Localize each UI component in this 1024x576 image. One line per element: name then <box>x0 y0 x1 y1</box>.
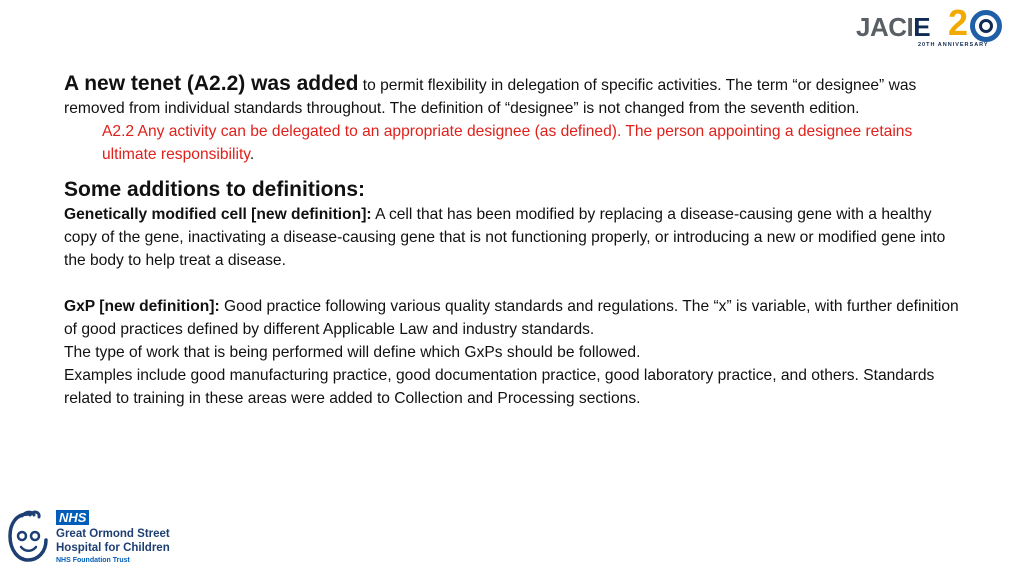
gxp-definition <box>64 295 964 341</box>
tenet-heading: A new tenet (A2.2) was added <box>64 72 359 95</box>
definitions-heading: Some additions to definitions: <box>64 178 365 201</box>
nhs-badge: NHS <box>56 510 89 525</box>
gm-text: A cell that has been modified by replacing a disease-causing gene with a healthy copy of the gene, inactivating a disease-causing gene that is not functioning properly, or introducing a new or modified gene into the body to help treat a disease. <box>64 206 946 269</box>
tenet-quote-end: . <box>249 146 255 163</box>
tenet-paragraph <box>64 72 964 120</box>
gxp-term: GxP [new definition]: <box>64 298 220 315</box>
gxp-text: Good practice following various quality standards and regulations. The “x” is variable, with further definition of good practices defined by different Applicable Law and industry standards. <box>64 298 959 338</box>
jacie-number-2: 2 <box>948 2 966 43</box>
gm-term: Genetically modified cell [new definition]: <box>64 206 372 223</box>
gosh-child-face-icon <box>8 510 48 564</box>
jacie-anniversary-text: 20TH ANNIVERSARY <box>918 42 989 48</box>
tenet-text: to permit flexibility in delegation of specific activities. The term “or designee” was removed from individual standards throughout. The definition of “designee” is not changed from the seventh edition. <box>64 77 917 117</box>
gosh-name-line-2: Hospital for Children <box>56 542 170 554</box>
gosh-name-line-1: Great Ormond Street <box>56 528 170 540</box>
slide-body <box>64 72 964 410</box>
gosh-trust-line: NHS Foundation Trust <box>56 557 130 564</box>
tenet-quote: A2.2 Any activity can be delegated to an appropriate designee (as defined). The person appointing a designee retains ultimate responsibility <box>102 123 913 163</box>
jacie-wordmark: JACIE <box>856 12 931 42</box>
gm-definition <box>64 203 964 272</box>
tenet-quote-paragraph <box>64 120 964 166</box>
jacie-zero-ring-icon <box>970 10 1002 42</box>
gxp-line-3: Examples include good manufacturing practice, good documentation practice, good laboratory practice, and others. Standards related to training in these areas were added to Collection and Processing sections. <box>64 367 935 407</box>
jacie-20th-anniversary-logo <box>856 4 1006 48</box>
gxp-line-2: The type of work that is being performed will define which GxPs should be followed. <box>64 344 641 361</box>
gosh-logo <box>4 506 174 572</box>
